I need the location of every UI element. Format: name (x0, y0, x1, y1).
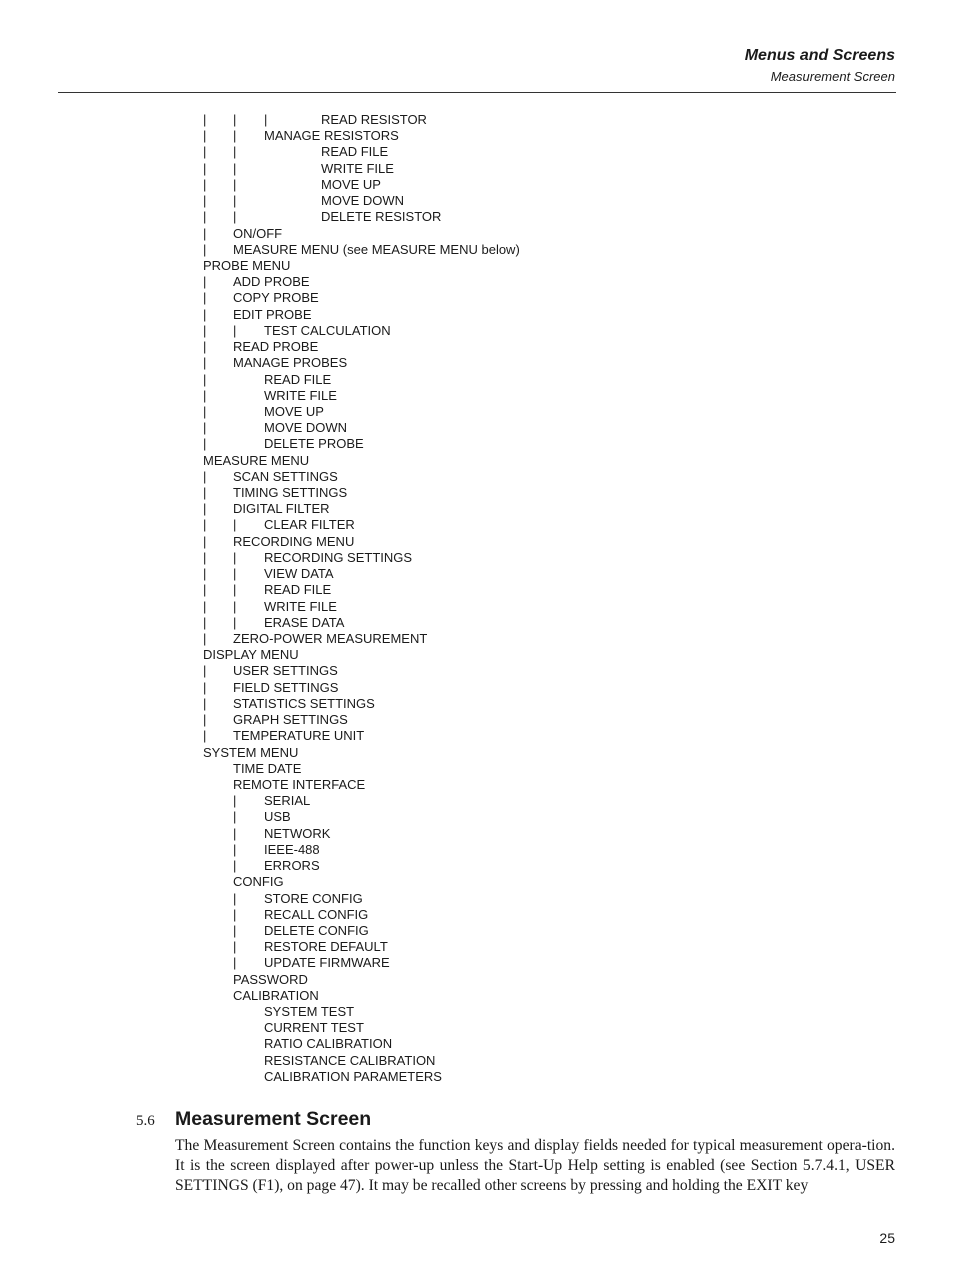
menu-tree-label: MOVE DOWN (264, 420, 348, 436)
tree-connector: | (233, 939, 237, 955)
tree-connector: | (203, 322, 207, 338)
menu-tree-label: USER SETTINGS (233, 663, 338, 679)
tree-connector: | (203, 355, 207, 371)
menu-tree-label: STORE CONFIG (264, 890, 363, 906)
menu-tree-row (0, 485, 954, 501)
menu-tree-label: RESISTANCE CALIBRATION (264, 1052, 436, 1068)
menu-tree-row (0, 874, 954, 890)
tree-connector: | (233, 582, 237, 598)
menu-tree-label: READ FILE (264, 371, 332, 387)
menu-tree-row (0, 728, 954, 744)
section-body: The Measurement Screen contains the function keys and display fields needed for typical measurement opera-tion. It is the screen displayed after power-up unless the Start-Up Help setting is enabled (see Section 5.7.4.1, USER SETTINGS (F1), on page 47). It may be recalled other screens by pressing and holding the EXIT key (175, 1137, 895, 1194)
tree-connector: | (203, 290, 207, 306)
menu-tree-label: CURRENT TEST (264, 1020, 364, 1036)
menu-tree-row (0, 793, 954, 809)
menu-tree-row (0, 761, 954, 777)
tree-connector: | (233, 890, 237, 906)
menu-tree-label: ZERO-POWER MEASUREMENT (233, 631, 428, 646)
menu-tree-row (0, 712, 954, 728)
tree-connector: | (233, 793, 237, 809)
menu-tree-row (0, 355, 954, 371)
tree-connector: | (233, 858, 237, 874)
menu-tree-row (0, 1069, 954, 1085)
menu-tree-label: ON/OFF (233, 225, 283, 241)
header-divider (58, 92, 896, 93)
menu-tree-label: MOVE DOWN (321, 193, 405, 209)
menu-tree-row (0, 663, 954, 679)
menu-tree-label: MOVE UP (321, 176, 381, 192)
tree-connector: | (203, 566, 207, 582)
tree-connector: | (203, 549, 207, 565)
tree-connector: | (233, 112, 237, 127)
menu-tree-row (0, 388, 954, 404)
header-subtitle: Measurement Screen (770, 69, 895, 84)
menu-tree-row (0, 501, 954, 517)
menu-tree-row (0, 436, 954, 452)
menu-tree-label: RESTORE DEFAULT (264, 939, 388, 955)
menu-tree-label: ERASE DATA (264, 614, 345, 630)
menu-tree-row (0, 193, 954, 209)
menu-tree-row (0, 274, 954, 290)
menu-tree-label: MEASURE MENU (203, 452, 310, 468)
tree-connector: | (233, 841, 237, 857)
tree-connector: | (203, 241, 207, 257)
tree-connector: | (203, 128, 207, 144)
tree-connector: | (233, 160, 237, 176)
menu-tree-row (0, 161, 954, 177)
tree-connector: | (233, 176, 237, 192)
menu-tree-row (0, 891, 954, 907)
tree-connector: | (233, 322, 237, 338)
tree-connector: | (233, 517, 237, 533)
menu-tree-label: FIELD SETTINGS (233, 679, 339, 695)
menu-tree-label: UPDATE FIRMWARE (264, 955, 390, 971)
tree-connector: | (203, 225, 207, 241)
menu-tree-row (0, 177, 954, 193)
menu-tree-row (0, 647, 954, 663)
menu-tree-label: TIMING SETTINGS (233, 485, 348, 501)
tree-connector: | (203, 420, 207, 436)
menu-tree-label: DISPLAY MENU (203, 647, 299, 663)
menu-tree-row (0, 420, 954, 436)
menu-tree-row (0, 566, 954, 582)
tree-connector: | (203, 728, 207, 744)
menu-tree-label: CALIBRATION (233, 987, 319, 1003)
menu-tree-label: DIGITAL FILTER (233, 501, 330, 517)
menu-tree-row (0, 809, 954, 825)
menu-tree-label: READ FILE (264, 582, 332, 598)
menu-tree-label: ERRORS (264, 858, 320, 874)
menu-tree-row (0, 582, 954, 598)
menu-tree-row (0, 777, 954, 793)
menu-tree-label: DELETE RESISTOR (321, 209, 442, 225)
tree-connector: | (203, 144, 207, 160)
menu-tree-label: DELETE PROBE (264, 436, 364, 452)
section-title: Measurement Screen (175, 1108, 372, 1130)
tree-connector: | (203, 403, 207, 419)
tree-connector: | (203, 679, 207, 695)
menu-tree-label: SYSTEM MENU (203, 744, 299, 760)
menu-tree-row (0, 258, 954, 274)
menu-tree-row (0, 534, 954, 550)
menu-tree-row (0, 112, 954, 128)
menu-tree-label: READ FILE (321, 144, 389, 160)
tree-connector: | (203, 306, 207, 322)
tree-connector: | (203, 663, 207, 679)
menu-tree-label: CALIBRATION PARAMETERS (264, 1068, 442, 1084)
menu-tree-label: READ RESISTOR (321, 112, 427, 127)
menu-tree-row (0, 517, 954, 533)
tree-connector: | (203, 582, 207, 598)
tree-connector: | (203, 501, 207, 517)
menu-tree-row (0, 680, 954, 696)
menu-tree-label: MANAGE RESISTORS (264, 128, 399, 144)
menu-tree-label: GRAPH SETTINGS (233, 712, 348, 728)
menu-tree (0, 112, 954, 1085)
page-number: 25 (879, 1230, 895, 1246)
menu-tree-label: EDIT PROBE (233, 306, 312, 322)
menu-tree-row (0, 955, 954, 971)
menu-tree-row (0, 1004, 954, 1020)
tree-connector: | (203, 614, 207, 630)
menu-tree-label: IEEE-488 (264, 841, 320, 857)
tree-connector: | (203, 209, 207, 225)
menu-tree-row (0, 323, 954, 339)
menu-tree-row (0, 615, 954, 631)
tree-connector: | (203, 274, 207, 290)
tree-connector: | (233, 955, 237, 971)
menu-tree-row (0, 290, 954, 306)
menu-tree-row (0, 988, 954, 1004)
menu-tree-label: REMOTE INTERFACE (233, 776, 366, 792)
tree-connector: | (203, 517, 207, 533)
menu-tree-row (0, 404, 954, 420)
menu-tree-row (0, 923, 954, 939)
menu-tree-row (0, 453, 954, 469)
tree-connector: | (233, 549, 237, 565)
tree-connector: | (233, 598, 237, 614)
menu-tree-label: NETWORK (264, 825, 331, 841)
menu-tree-label: READ PROBE (233, 339, 319, 355)
menu-tree-row (0, 242, 954, 258)
menu-tree-label: TEST CALCULATION (264, 322, 391, 338)
menu-tree-label: COPY PROBE (233, 290, 319, 306)
menu-tree-label: MANAGE PROBES (233, 355, 348, 371)
menu-tree-label: PASSWORD (233, 971, 308, 987)
tree-connector: | (233, 906, 237, 922)
menu-tree-row (0, 599, 954, 615)
tree-connector: | (203, 339, 207, 355)
tree-connector: | (233, 193, 237, 209)
menu-tree-row (0, 550, 954, 566)
menu-tree-label: CONFIG (233, 874, 284, 890)
menu-tree-label: SCAN SETTINGS (233, 468, 338, 484)
tree-connector: | (203, 160, 207, 176)
tree-connector: | (233, 809, 237, 825)
tree-connector: | (233, 614, 237, 630)
menu-tree-row (0, 1036, 954, 1052)
menu-tree-label: MOVE UP (264, 403, 324, 419)
menu-tree-row (0, 307, 954, 323)
tree-connector: | (203, 695, 207, 711)
menu-tree-label: RECORDING SETTINGS (264, 549, 413, 565)
menu-tree-row (0, 907, 954, 923)
menu-tree-row (0, 128, 954, 144)
header-title: Menus and Screens (744, 47, 895, 64)
menu-tree-row (0, 372, 954, 388)
menu-tree-row (0, 745, 954, 761)
menu-tree-label: STATISTICS SETTINGS (233, 695, 375, 711)
tree-connector: | (264, 112, 268, 127)
tree-connector: | (203, 598, 207, 614)
menu-tree-label: USB (264, 809, 291, 825)
menu-tree-label: PROBE MENU (203, 257, 291, 273)
menu-tree-row (0, 209, 954, 225)
menu-tree-row (0, 631, 954, 647)
menu-tree-label: WRITE FILE (264, 387, 337, 403)
menu-tree-row (0, 144, 954, 160)
tree-connector: | (203, 485, 207, 501)
menu-tree-label: RECORDING MENU (233, 533, 355, 549)
tree-connector: | (203, 176, 207, 192)
menu-tree-row (0, 972, 954, 988)
tree-connector: | (203, 193, 207, 209)
menu-tree-row (0, 339, 954, 355)
menu-tree-row (0, 226, 954, 242)
tree-connector: | (233, 566, 237, 582)
menu-tree-label: VIEW DATA (264, 566, 334, 582)
tree-connector: | (203, 631, 207, 646)
menu-tree-label: MEASURE MENU (see MEASURE MENU below) (233, 241, 520, 257)
menu-tree-row (0, 842, 954, 858)
tree-connector: | (203, 533, 207, 549)
menu-tree-label: WRITE FILE (321, 160, 394, 176)
tree-connector: | (203, 371, 207, 387)
menu-tree-row (0, 939, 954, 955)
tree-connector: | (233, 922, 237, 938)
tree-connector: | (233, 144, 237, 160)
menu-tree-label: WRITE FILE (264, 598, 337, 614)
menu-tree-label: CLEAR FILTER (264, 517, 355, 533)
menu-tree-row (0, 696, 954, 712)
section-number: 5.6 (136, 1113, 155, 1129)
menu-tree-label: ADD PROBE (233, 274, 310, 290)
menu-tree-label: SERIAL (264, 793, 311, 809)
tree-connector: | (233, 209, 237, 225)
tree-connector: | (203, 387, 207, 403)
menu-tree-row (0, 1020, 954, 1036)
menu-tree-label: RATIO CALIBRATION (264, 1036, 393, 1052)
menu-tree-row (0, 1053, 954, 1069)
tree-connector: | (203, 112, 207, 127)
tree-connector: | (233, 825, 237, 841)
menu-tree-label: RECALL CONFIG (264, 906, 369, 922)
menu-tree-label: TEMPERATURE UNIT (233, 728, 365, 744)
menu-tree-label: SYSTEM TEST (264, 1004, 355, 1020)
menu-tree-label: TIME DATE (233, 760, 302, 776)
menu-tree-row (0, 858, 954, 874)
tree-connector: | (203, 712, 207, 728)
menu-tree-row (0, 826, 954, 842)
tree-connector: | (203, 436, 207, 452)
menu-tree-row (0, 469, 954, 485)
menu-tree-label: DELETE CONFIG (264, 922, 369, 938)
tree-connector: | (233, 128, 237, 144)
tree-connector: | (203, 468, 207, 484)
